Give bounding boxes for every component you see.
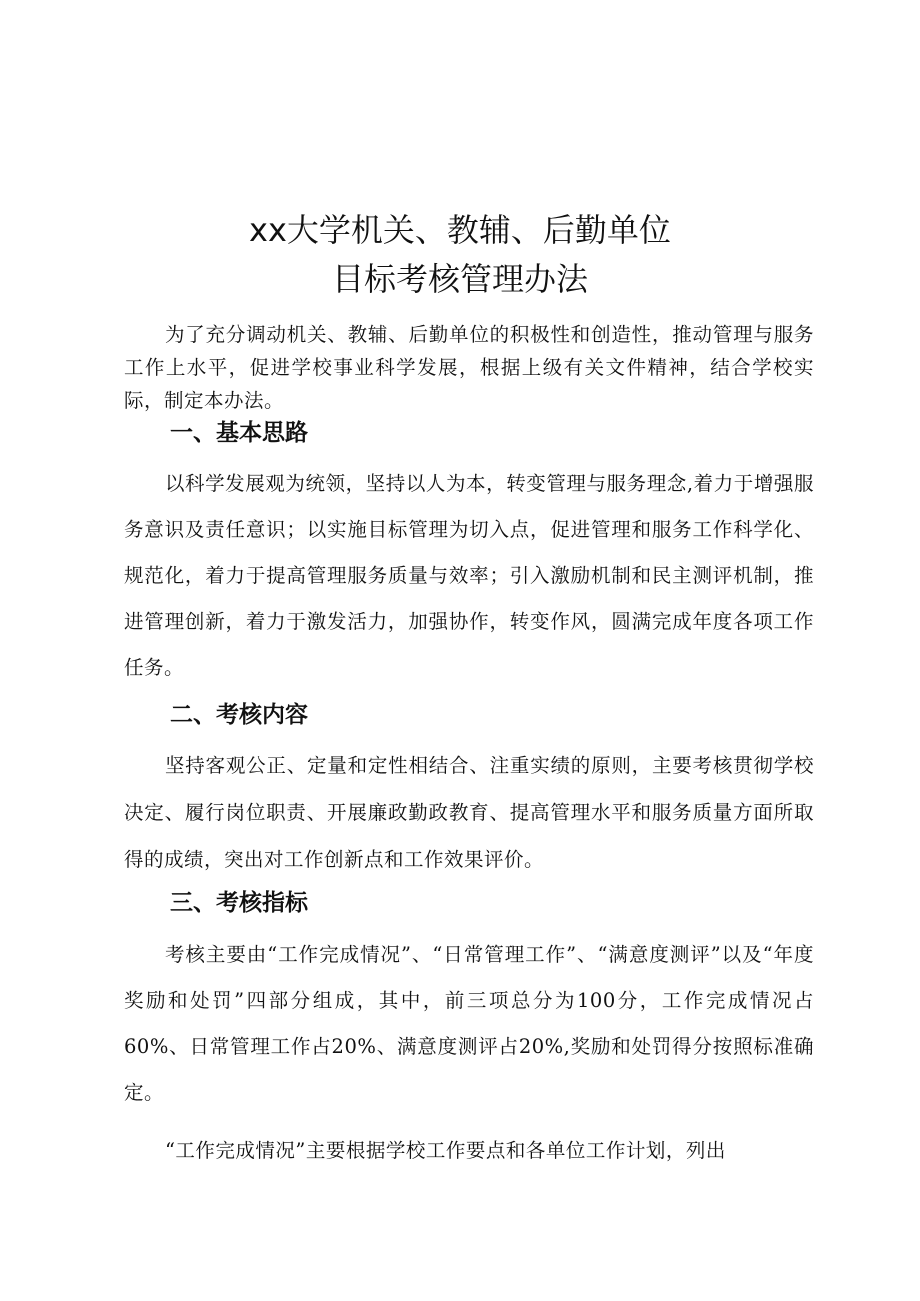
section-heading-assessment-indicators: 三、考核指标 [170,890,308,916]
intro-paragraph: 为了充分调动机关、教辅、后勤单位的积极性和创造性，推动管理与服务工作上水平，促进学校事业科学发展，根据上级有关文件精神，结合学校实际，制定本办法。 [124,323,814,412]
document-title-line-1: xx大学机关、教辅、后勤单位 [249,211,671,249]
section-heading-basic-approach: 一、基本思路 [170,420,308,446]
section-heading-assessment-content: 二、考核内容 [170,702,308,728]
section-body-work-completion: “工作完成情况”主要根据学校工作要点和各单位工作计划，列出 [164,1139,726,1162]
section-body-assessment-content: 坚持客观公正、定量和定性相结合、注重实绩的原则，主要考核贯彻学校决定、履行岗位职责、开展廉政勤政教育、提高管理水平和服务质量方面所取得的成绩，突出对工作创新点和工作效果评价。 [124,754,814,871]
document-title-line-2: 目标考核管理办法 [331,260,588,298]
section-body-assessment-indicators: 考核主要由“工作完成情况”、“日常管理工作”、“满意度测评”以及“年度奖励和处罚”四部分组成，其中，前三项总分为100分，工作完成情况占60%、日常管理工作占20%、满意度测评占20%,奖励和处罚得分按照标准确定。 [124,943,814,1104]
section-body-basic-approach: 以科学发展观为统领，坚持以人为本，转变管理与服务理念,着力于增强服务意识及责任意识；以实施目标管理为切入点，促进管理和服务工作科学化、规范化，着力于提高管理服务质量与效率；引入激励机制和民主测评机制，推进管理创新，着力于激发活力，加强协作，转变作风，圆满完成年度各项工作任务。 [124,472,814,679]
